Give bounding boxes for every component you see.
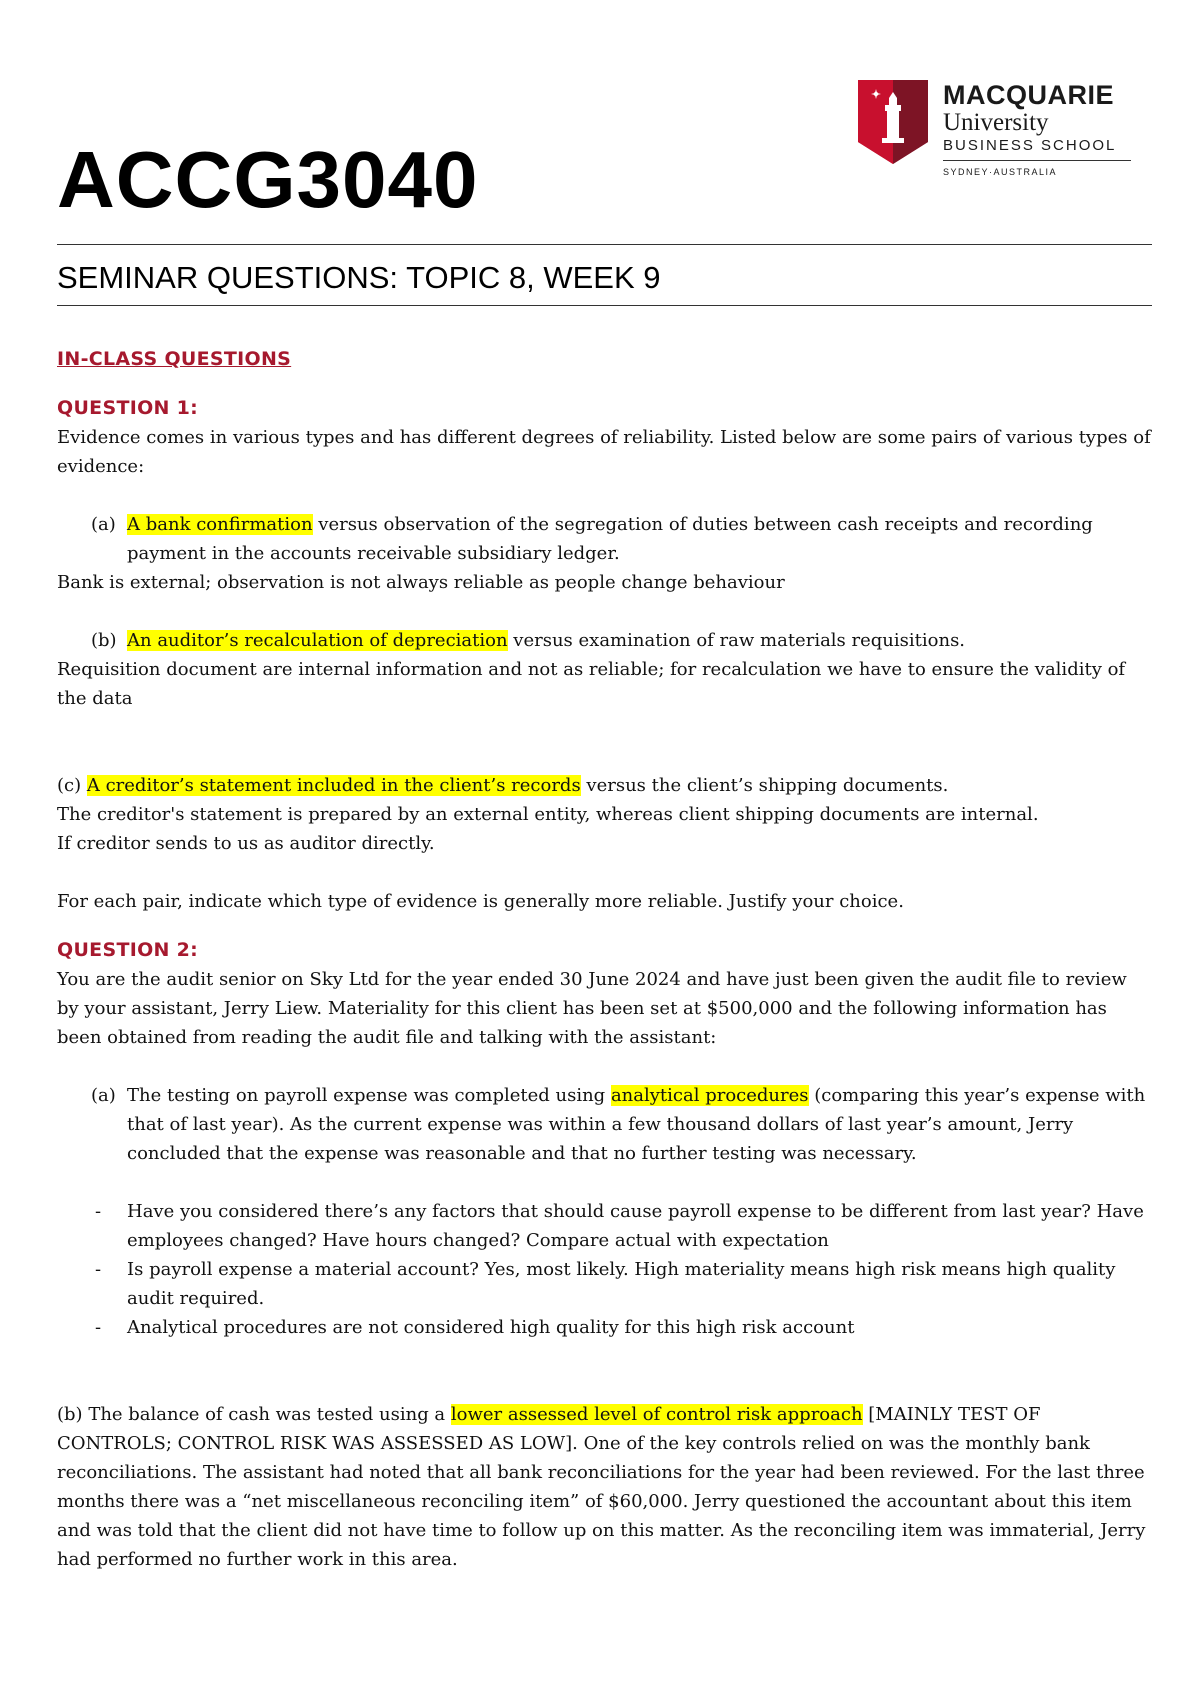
- highlighted-text: analytical procedures: [610, 1085, 809, 1106]
- seminar-title: SEMINAR QUESTIONS: TOPIC 8, WEEK 9: [57, 260, 661, 295]
- question1-item-b: [57, 626, 1152, 655]
- bullet-dash: -: [95, 1201, 102, 1222]
- question1-instruction: For each pair, indicate which type of evidence is generally more reliable. Justify your choice.: [57, 891, 904, 912]
- item-label: (a): [91, 1085, 116, 1106]
- document-body: [57, 345, 1152, 1574]
- question2-intro: You are the audit senior on Sky Ltd for the year ended 30 June 2024 and have just been given the audit file to review by your assistant, Jerry Liew. Materiality for this client has been set at $500,000 and the following information has been obtained from reading the audit file and talking with the assistant:: [57, 969, 1127, 1048]
- bullet-text: Is payroll expense a material account? Yes, most likely. High materiality means high risk means high quality audit required.: [127, 1259, 1116, 1309]
- question1-item-a: [57, 510, 1152, 568]
- highlighted-text: lower assessed level of control risk approach: [450, 1404, 863, 1425]
- highlighted-text: A bank confirmation: [127, 514, 313, 535]
- bullet-item: [57, 1313, 1152, 1342]
- bullet-item: [57, 1255, 1152, 1313]
- course-code: ACCG3040: [57, 135, 479, 224]
- item-text: The balance of cash was tested using a: [88, 1404, 451, 1425]
- item-text: versus the client’s shipping documents.: [580, 775, 949, 796]
- logo-wordmark-macquarie: MACQUARIE: [943, 80, 1114, 110]
- question1-answer-c-line2: If creditor sends to us as auditor directly.: [57, 833, 435, 854]
- title-top-rule: [57, 244, 1152, 245]
- question1-intro: Evidence comes in various types and has different degrees of reliability. Listed below are some pairs of various types of evidence:: [57, 427, 1151, 477]
- item-label: (b): [57, 1404, 83, 1425]
- question1-answer-c-line1: The creditor's statement is prepared by an external entity, whereas client shipping documents are internal.: [57, 804, 1039, 825]
- item-text: versus observation of the segregation of duties between cash receipts and recording payment in the accounts receivable subsidiary ledger.: [127, 514, 1093, 564]
- bullet-item: [57, 1197, 1152, 1255]
- item-text: The testing on payroll expense was completed using: [127, 1085, 611, 1106]
- item-label: (a): [91, 514, 116, 535]
- question1-heading: QUESTION 1:: [57, 397, 199, 419]
- question1-answer-a: Bank is external; observation is not always reliable as people change behaviour: [57, 572, 785, 593]
- university-logo: [858, 80, 1148, 190]
- item-text: versus examination of raw materials requisitions.: [507, 630, 966, 651]
- logo-divider: [943, 160, 1131, 161]
- question2-item-b: [57, 1400, 1152, 1574]
- question1-item-c: [57, 771, 1152, 800]
- bullet-text: Analytical procedures are not considered high quality for this high risk account: [127, 1317, 855, 1338]
- highlighted-text: An auditor’s recalculation of depreciation: [127, 630, 508, 651]
- question1-answer-b: Requisition document are internal information and not as reliable; for recalculation we have to ensure the validity of the data: [57, 659, 1126, 709]
- bullet-dash: -: [95, 1317, 102, 1338]
- question2-heading: QUESTION 2:: [57, 939, 199, 961]
- highlighted-text: A creditor’s statement included in the client’s records: [86, 775, 581, 796]
- question2-item-a: [57, 1081, 1152, 1168]
- lighthouse-shield-icon: [858, 80, 928, 164]
- item-label: (b): [91, 630, 117, 651]
- item-text: (comparing this year’s expense with that of last year). As the current expense was within a few thousand dollars of last year’s amount, Jerry concluded that the expense was reasonable and that no further testing was necessary.: [127, 1085, 1146, 1164]
- section-heading: IN-CLASS QUESTIONS: [57, 348, 292, 370]
- bullet-text: Have you considered there’s any factors that should cause payroll expense to be different from last year? Have employees changed? Have hours changed? Compare actual with expectation: [127, 1201, 1144, 1251]
- bullet-dash: -: [95, 1259, 102, 1280]
- item-text: [MAINLY TEST OF CONTROLS; CONTROL RISK WAS ASSESSED AS LOW]. One of the key controls relied on was the monthly bank reconciliations. The assistant had noted that all bank reconciliations for the year had been reviewed. For the last three months there was a “net miscellaneous reconciling item” of $60,000. Jerry questioned the accountant about this item and was told that the client did not have time to follow up on this matter. As the reconciling item was immaterial, Jerry had performed no further work in this area.: [57, 1404, 1146, 1570]
- title-bottom-rule: [57, 305, 1152, 306]
- logo-wordmark-university: University: [943, 109, 1049, 136]
- logo-location: SYDNEY·AUSTRALIA: [943, 167, 1058, 177]
- logo-business-school: BUSINESS SCHOOL: [943, 137, 1117, 154]
- item-label: (c): [57, 775, 82, 796]
